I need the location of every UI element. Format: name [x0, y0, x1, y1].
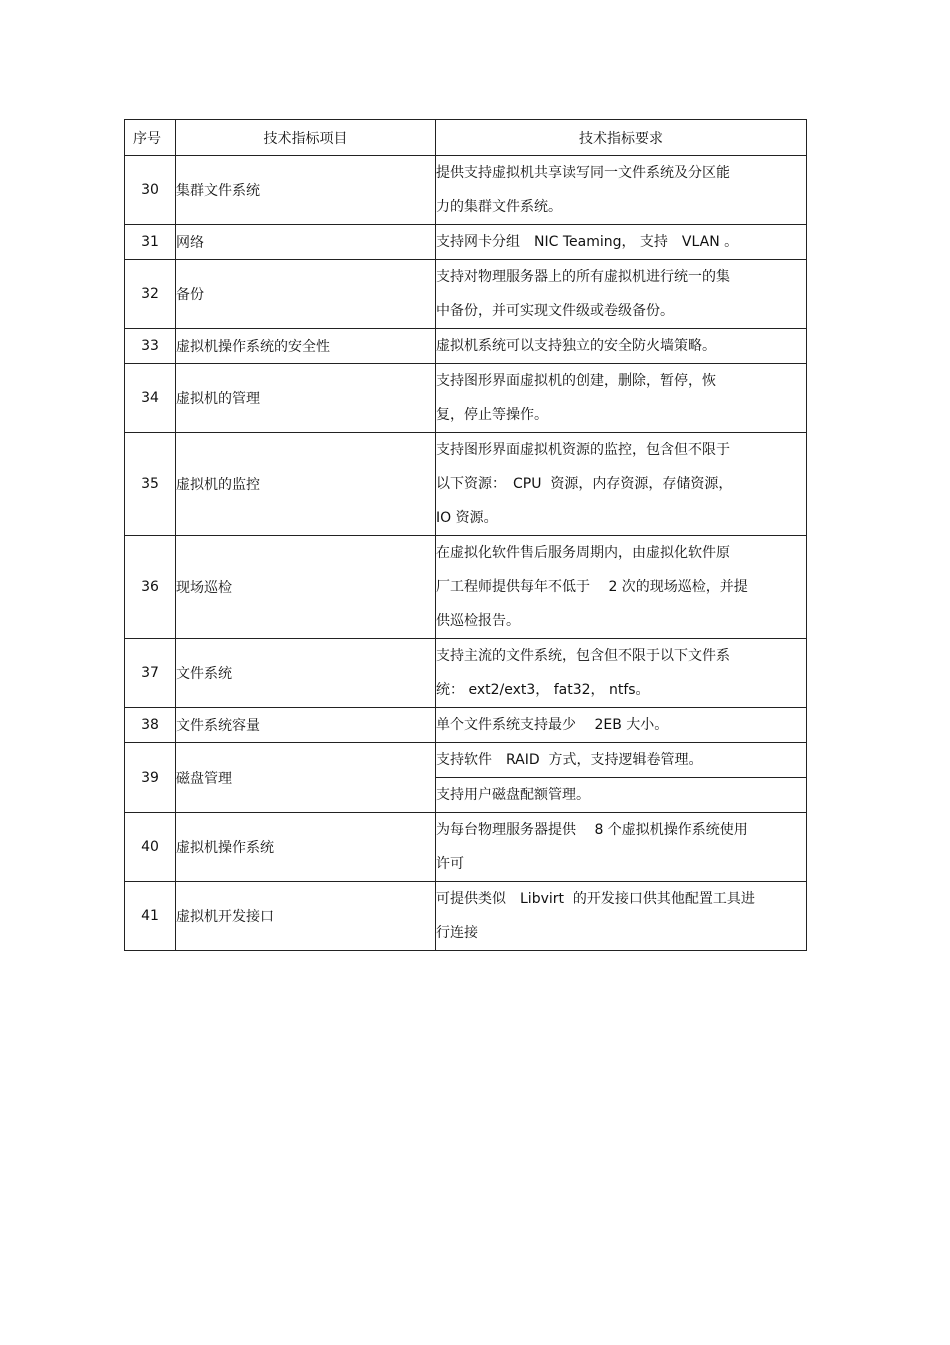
requirement-line: 支持图形界面虚拟机的创建，删除，暂停，恢 — [436, 373, 716, 389]
requirement-line: 单个文件系统支持最少 2EB 大小。 — [436, 717, 669, 733]
table-row — [125, 329, 807, 364]
table-row — [125, 813, 807, 882]
row-requirement — [436, 364, 807, 433]
row-item: 现场巡检 — [176, 536, 436, 639]
row-no: 38 — [125, 708, 176, 743]
row-no: 37 — [125, 639, 176, 708]
header-row — [125, 120, 807, 156]
header-no: 序号 — [125, 120, 176, 156]
requirement-line: 厂工程师提供每年不低于 2 次的现场巡检，并提 — [436, 579, 748, 595]
row-no: 32 — [125, 260, 176, 329]
row-requirement — [436, 813, 807, 882]
row-requirement — [436, 156, 807, 225]
table-row — [125, 156, 807, 225]
requirement-line: 为每台物理服务器提供 8 个虚拟机操作系统使用 — [436, 822, 748, 838]
requirement-line: 中备份，并可实现文件级或卷级备份。 — [436, 303, 674, 319]
table-row — [125, 260, 807, 329]
table-row — [125, 536, 807, 639]
row-item: 集群文件系统 — [176, 156, 436, 225]
requirement-line: 以下资源： CPU 资源，内存资源，存储资源， — [436, 476, 733, 492]
row-item: 虚拟机的管理 — [176, 364, 436, 433]
table-row — [125, 708, 807, 743]
table-row — [125, 364, 807, 433]
row-no: 36 — [125, 536, 176, 639]
row-item: 网络 — [176, 225, 436, 260]
row-item: 虚拟机开发接口 — [176, 882, 436, 951]
row-no: 33 — [125, 329, 176, 364]
row-requirement — [436, 260, 807, 329]
table-row — [125, 225, 807, 260]
row-item: 备份 — [176, 260, 436, 329]
row-item: 文件系统容量 — [176, 708, 436, 743]
row-requirement — [436, 743, 807, 778]
row-item: 虚拟机的监控 — [176, 433, 436, 536]
requirement-line: 支持主流的文件系统，包含但不限于以下文件系 — [436, 648, 730, 664]
requirement-line: 可提供类似 Libvirt 的开发接口供其他配置工具进 — [436, 891, 755, 907]
row-requirement — [436, 778, 807, 813]
requirement-line: 行连接 — [436, 925, 478, 941]
spec-table — [124, 119, 807, 951]
requirement-line: 虚拟机系统可以支持独立的安全防火墙策略。 — [436, 338, 716, 354]
requirement-line: 力的集群文件系统。 — [436, 199, 562, 215]
requirement-line: 支持对物理服务器上的所有虚拟机进行统一的集 — [436, 269, 730, 285]
table-row — [125, 433, 807, 536]
requirement-line: 支持图形界面虚拟机资源的监控，包含但不限于 — [436, 442, 730, 458]
requirement-line: 许可 — [436, 856, 464, 872]
requirement-line: 支持用户磁盘配额管理。 — [436, 787, 590, 803]
header-item: 技术指标项目 — [176, 120, 436, 156]
row-item: 文件系统 — [176, 639, 436, 708]
table-row — [125, 743, 807, 778]
row-item: 虚拟机操作系统 — [176, 813, 436, 882]
row-no: 40 — [125, 813, 176, 882]
requirement-line: 统： ext2/ext3， fat32， ntfs。 — [436, 682, 650, 698]
table-row — [125, 882, 807, 951]
row-requirement — [436, 882, 807, 951]
row-no: 41 — [125, 882, 176, 951]
row-no: 30 — [125, 156, 176, 225]
requirement-line: 供巡检报告。 — [436, 613, 520, 629]
requirement-line: 复，停止等操作。 — [436, 407, 548, 423]
row-requirement — [436, 708, 807, 743]
row-requirement — [436, 536, 807, 639]
row-requirement — [436, 433, 807, 536]
row-item: 虚拟机操作系统的安全性 — [176, 329, 436, 364]
row-no: 31 — [125, 225, 176, 260]
requirement-line: IO 资源。 — [436, 510, 498, 526]
requirement-line: 在虚拟化软件售后服务周期内，由虚拟化软件原 — [436, 545, 730, 561]
row-no: 35 — [125, 433, 176, 536]
row-requirement — [436, 225, 807, 260]
row-requirement — [436, 329, 807, 364]
row-no: 34 — [125, 364, 176, 433]
row-requirement — [436, 639, 807, 708]
row-no: 39 — [125, 743, 176, 813]
row-item: 磁盘管理 — [176, 743, 436, 813]
requirement-line: 提供支持虚拟机共享读写同一文件系统及分区能 — [436, 165, 730, 181]
header-requirement: 技术指标要求 — [436, 120, 807, 156]
requirement-line: 支持网卡分组 NIC Teaming， 支持 VLAN 。 — [436, 234, 739, 250]
requirement-line: 支持软件 RAID 方式，支持逻辑卷管理。 — [436, 752, 703, 768]
table-row — [125, 639, 807, 708]
